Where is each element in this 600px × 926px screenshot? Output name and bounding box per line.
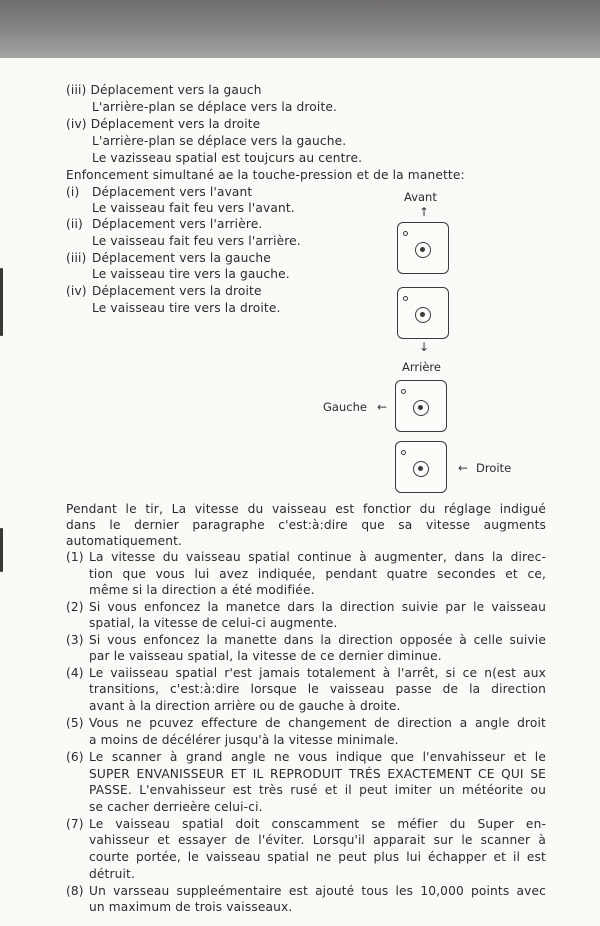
text-line: transitions, c'est:à:dire lorsque le vaisseau passe de la direction — [89, 682, 546, 696]
page-edge-mark — [0, 268, 3, 336]
arrow-left-icon: ← — [377, 400, 388, 414]
text-line: Déplacement vers l'avant — [92, 185, 253, 199]
label-avant: Avant — [404, 190, 437, 204]
text-line: L'arrière-plan se déplace vers la gauche. — [92, 134, 347, 148]
text-line: spatial, la vitesse de celui-ci augmente. — [89, 616, 338, 630]
indicator-dot-icon — [401, 389, 406, 394]
text-line: un maximum de trois vaisseaux. — [89, 900, 293, 914]
item-number: (iii) — [66, 251, 87, 265]
fire-button-icon — [413, 461, 429, 477]
text-line: Pendant le tir, La vitesse du vaisseau est fonctior du réglage indigué — [66, 502, 546, 516]
text-line: Déplacement vers la droite — [92, 284, 262, 298]
item-number: (1) — [66, 550, 84, 564]
text-line: se cacher derrieère celui-ci. — [89, 800, 263, 814]
page-edge-mark — [0, 528, 3, 572]
text-line: courte portée, le vaisseau spatial ne peut plus lui échapper et il est — [89, 850, 546, 864]
text-line: Le vaisseau fait feu vers l'arrière. — [92, 234, 301, 248]
text-line: avant à la direction arrière ou de gauche à droite. — [89, 699, 401, 713]
text-line: La vitesse du vaisseau spatial continue à augmenter, dans la direc- — [89, 550, 546, 564]
section-heading: Enfoncement simultané ae la touche-pression et de la manette: — [66, 168, 465, 182]
text-line: dans le dernier paragraphe c'est:à:dire que sa vitesse augments — [66, 518, 546, 532]
arrow-up-icon: ↑ — [419, 205, 430, 219]
item-number: (6) — [66, 750, 84, 764]
text-line: Vous ne pcuvez effecture de changement de direction a angle droit — [89, 716, 546, 730]
arrow-down-icon: ↓ — [419, 340, 430, 354]
text-line: Le vazisseau spatial est toujcurs au centre. — [92, 151, 363, 165]
text-line: Le vaisseau tire vers la droite. — [92, 301, 281, 315]
text-line: détruit. — [89, 867, 135, 881]
text-line: Déplacement vers la gauche — [92, 251, 271, 265]
item-number: (5) — [66, 716, 84, 730]
text-line: même si la direction a été modifiée. — [89, 583, 315, 597]
text-line: Un varsseau suppleémentaire est ajouté tous les 10,000 points avec — [89, 884, 546, 898]
text-line: vahisseur et essayer de l'éviter. Lorsqu'il apparait sur le scanner à — [89, 833, 546, 847]
text-line: (iv) Déplacement vers la droite — [66, 117, 261, 131]
text-line: Le scanner à grand angle ne vous indique que l'envahisseur et le — [89, 750, 546, 764]
text-line: Déplacement vers l'arrière. — [92, 217, 263, 231]
text-line: tion que vous lui avez indiquée, pendant quatre secondes et ce, — [89, 567, 546, 581]
label-droite: Droite — [476, 461, 512, 475]
text-line: a moins de décélérer jusqu'à la vitesse minimale. — [89, 733, 399, 747]
item-number: (3) — [66, 633, 84, 647]
indicator-dot-icon — [403, 231, 408, 236]
item-number: (ii) — [66, 217, 83, 231]
item-number: (4) — [66, 666, 84, 680]
text-line: Le vaisseau fait feu vers l'avant. — [92, 201, 295, 215]
fire-button-icon — [415, 307, 431, 323]
label-arriere: Arrière — [402, 360, 441, 374]
text-line: automatiquement. — [66, 534, 183, 548]
indicator-dot-icon — [401, 450, 406, 455]
text-line: Le vaisseau tire vers la gauche. — [92, 267, 290, 281]
scan-top-band — [0, 0, 600, 58]
fire-button-icon — [413, 400, 429, 416]
text-line: par le vaisseau spatial, la vitesse de ce dernier diminue. — [89, 649, 442, 663]
text-line: SUPER ENVANISSEUR ET IL REPRODUIT TRÉS EXACTEMENT CE QUI SE — [89, 767, 546, 781]
text-line: Le vaisseau spatial doit conscamment se méfier du Super en- — [89, 817, 546, 831]
text-line: PASSE. L'envahisseur est très rusé et il peut imiter un météorite ou — [89, 783, 546, 797]
text-line: Si vous enfoncez la manette dans la direction opposée à celle suivie — [89, 633, 546, 647]
joystick-box-droite — [395, 441, 447, 493]
label-gauche: Gauche — [323, 400, 367, 414]
text-line: Le vaiisseau spatial r'est jamais totalement à l'arrêt, si ce n(est aux — [89, 666, 546, 680]
indicator-dot-icon — [403, 296, 408, 301]
joystick-box-gauche — [395, 380, 447, 432]
item-number: (2) — [66, 600, 84, 614]
item-number: (7) — [66, 817, 84, 831]
text-line: L'arrière-plan se déplace vers la droite. — [92, 100, 338, 114]
arrow-right-icon: ← — [458, 461, 469, 475]
fire-button-icon — [415, 242, 431, 258]
joystick-box-avant — [397, 222, 449, 274]
joystick-box-arriere — [397, 287, 449, 339]
item-number: (8) — [66, 884, 84, 898]
text-line: Si vous enfoncez la manetce dars la direction suivie par le vaisseau — [89, 600, 546, 614]
text-line: (iii) Déplacement vers la gauch — [66, 83, 262, 97]
item-number: (i) — [66, 185, 80, 199]
item-number: (iv) — [66, 284, 87, 298]
